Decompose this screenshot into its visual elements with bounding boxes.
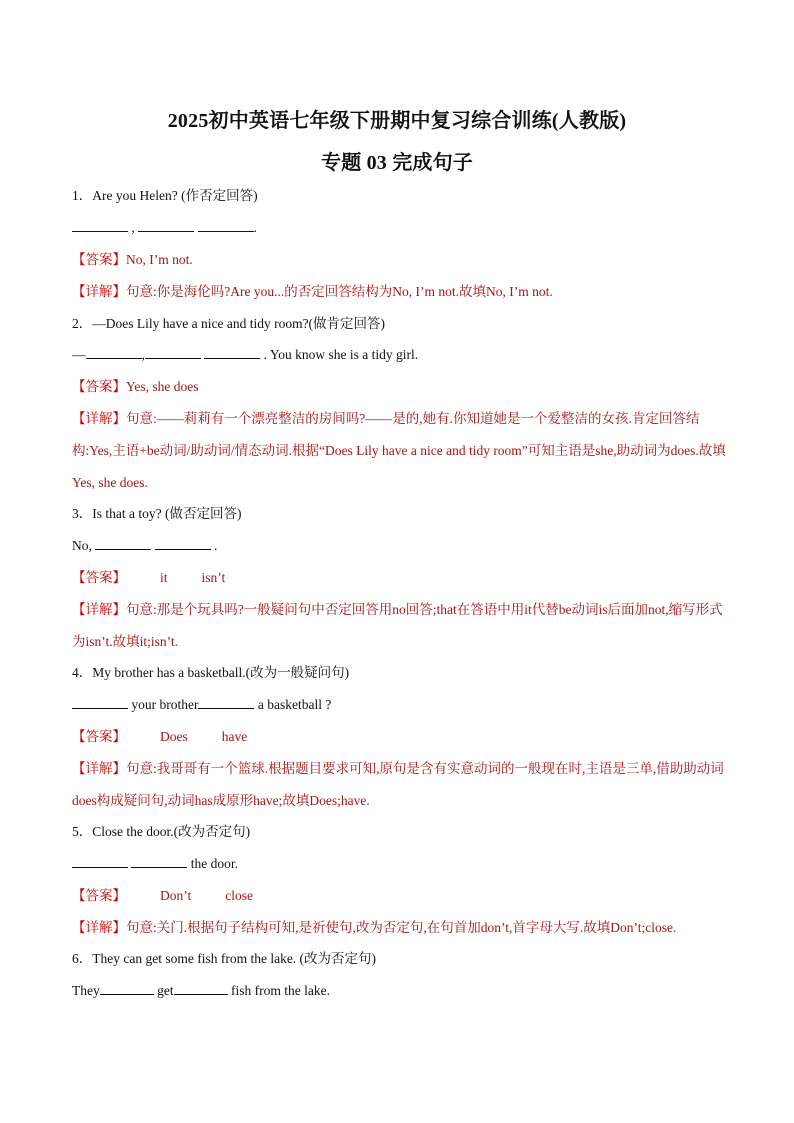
q3-prompt: 3．Is that a toy? (做否定回答) — [72, 506, 242, 521]
answer-tag: 【答案】 — [72, 379, 126, 394]
blank[interactable] — [174, 982, 228, 995]
q6-blanks — [72, 982, 732, 1000]
blank[interactable] — [86, 346, 142, 359]
q2-answer — [72, 378, 732, 396]
answer-tag: 【答案】 — [72, 570, 126, 585]
q5-answer — [72, 887, 732, 905]
blank[interactable] — [204, 346, 260, 359]
answer-tag: 【答案】 — [72, 729, 126, 744]
q5-tail: the door. — [190, 856, 238, 871]
q4-detail-text: 句意:我哥哥有一个篮球.根据题目要求可知,原句是含有实意动词的一般现在时,主语是三单,借助助动词does构成疑问句,动词has成原形have;故填Does;have. — [72, 761, 724, 808]
blank[interactable] — [198, 219, 254, 232]
detail-tag: 【详解】 — [72, 602, 126, 617]
q4-answer-2: have — [221, 729, 248, 744]
q5-answer-2: close — [225, 888, 254, 903]
detail-tag: 【详解】 — [72, 920, 126, 935]
q6-lead: They — [72, 983, 100, 998]
q3-answer-2: isn’t — [201, 570, 226, 585]
q4-prompt: 4．My brother has a basketball.(改为一般疑问句) — [72, 665, 350, 680]
blank[interactable] — [131, 855, 187, 868]
q1-detail-text: 句意:你是海伦吗?Are you...的否定回答结构为No, I’m not.故填No, I’m not. — [126, 284, 553, 299]
q3-answer-1: it — [160, 570, 168, 585]
q1-detail — [72, 283, 732, 301]
blank[interactable] — [138, 219, 194, 232]
q5-prompt: 5．Close the door.(改为否定句) — [72, 824, 251, 839]
q1-answer — [72, 251, 732, 269]
document-title: 2025初中英语七年级下册期中复习综合训练(人教版) — [167, 110, 627, 132]
q5-blanks — [72, 855, 732, 873]
blank[interactable] — [100, 982, 154, 995]
q3-detail-text: 句意:那是个玩具吗?一般疑问句中否定回答用no回答;that在答语中用it代替be动词is后面加not,缩写形式为isn’t.故填it;isn’t. — [72, 602, 723, 649]
blank[interactable] — [145, 346, 201, 359]
blank[interactable] — [72, 855, 128, 868]
q1-prompt: 1．Are you Helen? (作否定回答) — [72, 188, 258, 203]
q6-prompt: 6．They can get some fish from the lake. (改为否定句) — [72, 951, 377, 966]
q2-detail-text: 句意:——莉莉有一个漂亮整洁的房间吗?——是的,她有.你知道她是一个爱整洁的女孩.肯定回答结构:Yes,主语+be动词/助动词/情态动词.根据“Does Lily have a nice and tidy room”可知主语是she,助动词为does.故填Yes, she does. — [72, 411, 726, 490]
q4-blanks — [72, 696, 732, 714]
q6-tail: fish from the lake. — [231, 983, 330, 998]
q4-mid: your brother — [131, 697, 199, 712]
document-subtitle: 专题 03 完成句子 — [321, 152, 473, 174]
q2-detail — [72, 403, 732, 499]
detail-tag: 【详解】 — [72, 411, 126, 426]
q2-prompt: 2．—Does Lily have a nice and tidy room?(做肯定回答) — [72, 316, 386, 331]
q1-answer-text: No, I’m not. — [126, 252, 193, 267]
q6-mid: get — [157, 983, 174, 998]
q2-blanks: — , . You know she is a tidy girl. — [72, 347, 419, 362]
q5-detail-text: 句意:关门.根据句子结构可知,是祈使句,改为否定句,在句首加don’t,首字母大写.故填Don’t;close. — [126, 920, 677, 935]
q5-detail — [72, 919, 732, 937]
q4-answer — [72, 728, 732, 746]
q2-tail: . You know she is a tidy girl. — [263, 347, 419, 362]
q3-detail — [72, 594, 732, 658]
answer-tag: 【答案】 — [72, 252, 126, 267]
q5-answer-1: Don’t — [160, 888, 192, 903]
q4-answer-1: Does — [160, 729, 188, 744]
blank[interactable] — [72, 219, 128, 232]
blank[interactable] — [72, 696, 128, 709]
blank[interactable] — [155, 537, 211, 550]
q4-detail — [72, 753, 732, 817]
blank[interactable] — [95, 537, 151, 550]
answer-tag: 【答案】 — [72, 888, 126, 903]
detail-tag: 【详解】 — [72, 761, 126, 776]
q3-blanks: No, . — [72, 538, 218, 553]
q3-answer — [72, 569, 732, 587]
q4-tail: a basketball ? — [257, 697, 332, 712]
q3-lead: No, — [72, 538, 92, 553]
detail-tag: 【详解】 — [72, 284, 126, 299]
q2-answer-text: Yes, she does — [126, 379, 199, 394]
blank[interactable] — [198, 696, 254, 709]
q1-blanks: , . — [72, 219, 732, 237]
